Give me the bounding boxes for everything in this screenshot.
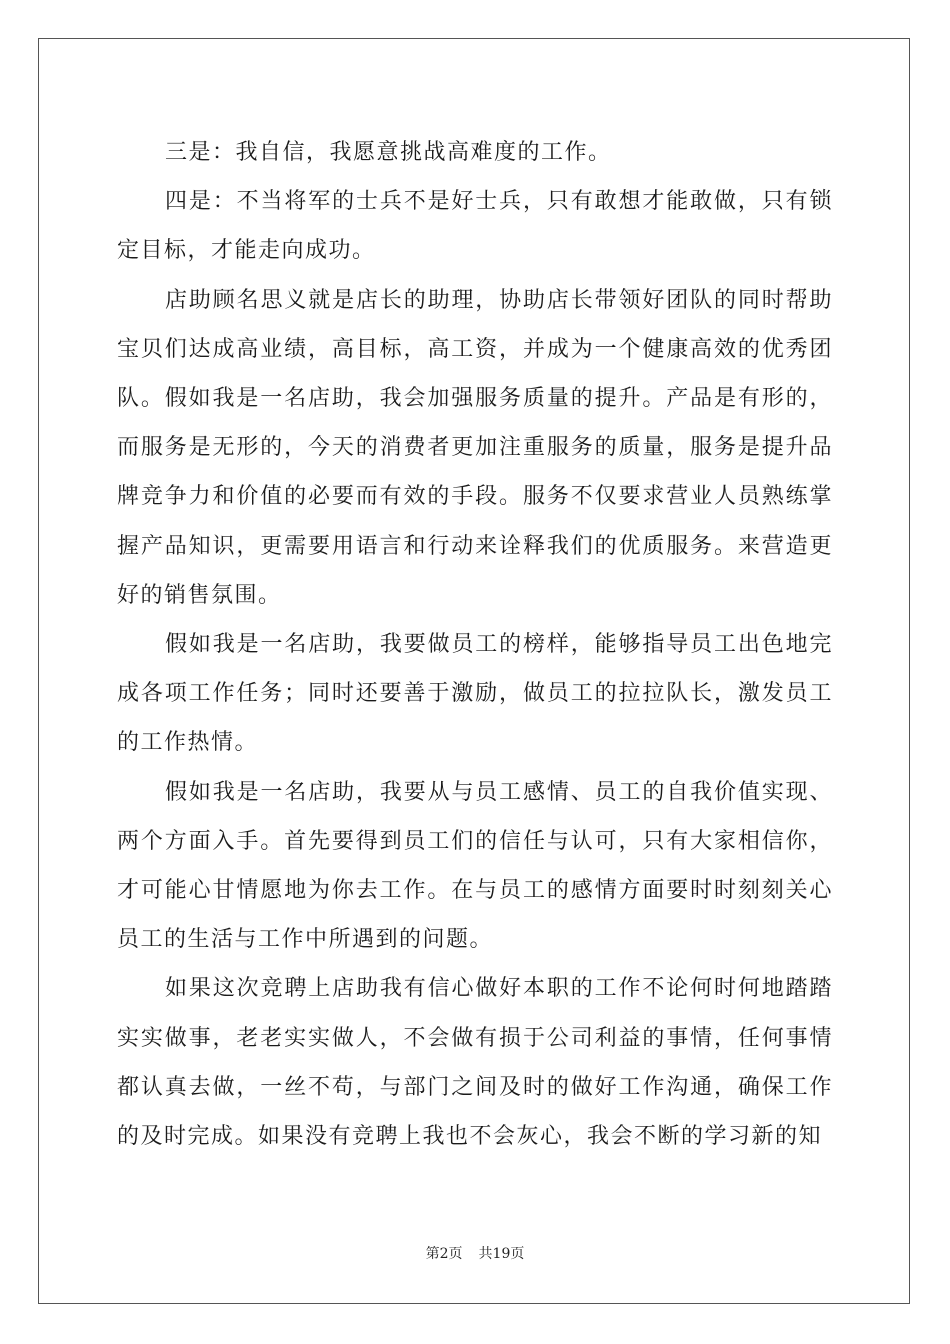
page-total: 共19页 — [478, 1246, 525, 1262]
paragraph-3: 店助顾名思义就是店长的助理，协助店长带领好团队的同时帮助宝贝们达成高业绩，高目标，高工资，并成为一个健康高效的优秀团队。假如我是一名店助，我会加强服务质量的提升。产品是有形的，而服务是无形的，今天的消费者更加注重服务的质量，服务是提升品牌竞争力和价值的必要而有效的手段。服务不仅要求营业人员熟练掌握产品知识，更需要用语言和行动来诠释我们的优质服务。来营造更好的销售氛围。 — [117, 287, 833, 608]
page-footer — [0, 1243, 950, 1263]
paragraph-1: 三是：我自信，我愿意挑战高难度的工作。 — [165, 140, 612, 165]
document-body — [117, 128, 833, 1161]
paragraph-5: 假如我是一名店助，我要从与员工感情、员工的自我价值实现、两个方面入手。首先要得到员工们的信任与认可，只有大家相信你，才可能心甘情愿地为你去工作。在与员工的感情方面要时时刻刻关心员工的生活与工作中所遇到的问题。 — [117, 779, 833, 953]
paragraph-4: 假如我是一名店助，我要做员工的榜样，能够指导员工出色地完成各项工作任务；同时还要善于激励，做员工的拉拉队长，激发员工的工作热情。 — [117, 632, 833, 756]
paragraph-2: 四是：不当将军的士兵不是好士兵，只有敢想才能敢做，只有锁定目标，才能走向成功。 — [117, 189, 833, 264]
paragraph-6: 如果这次竞聘上店助我有信心做好本职的工作不论何时何地踏踏实实做事，老老实实做人，不会做有损于公司利益的事情，任何事情都认真去做，一丝不苟，与部门之间及时的做好工作沟通，确保工作的及时完成。如果没有竞聘上我也不会灰心，我会不断的学习新的知 — [117, 976, 833, 1150]
page-number: 第2页 — [425, 1246, 463, 1262]
